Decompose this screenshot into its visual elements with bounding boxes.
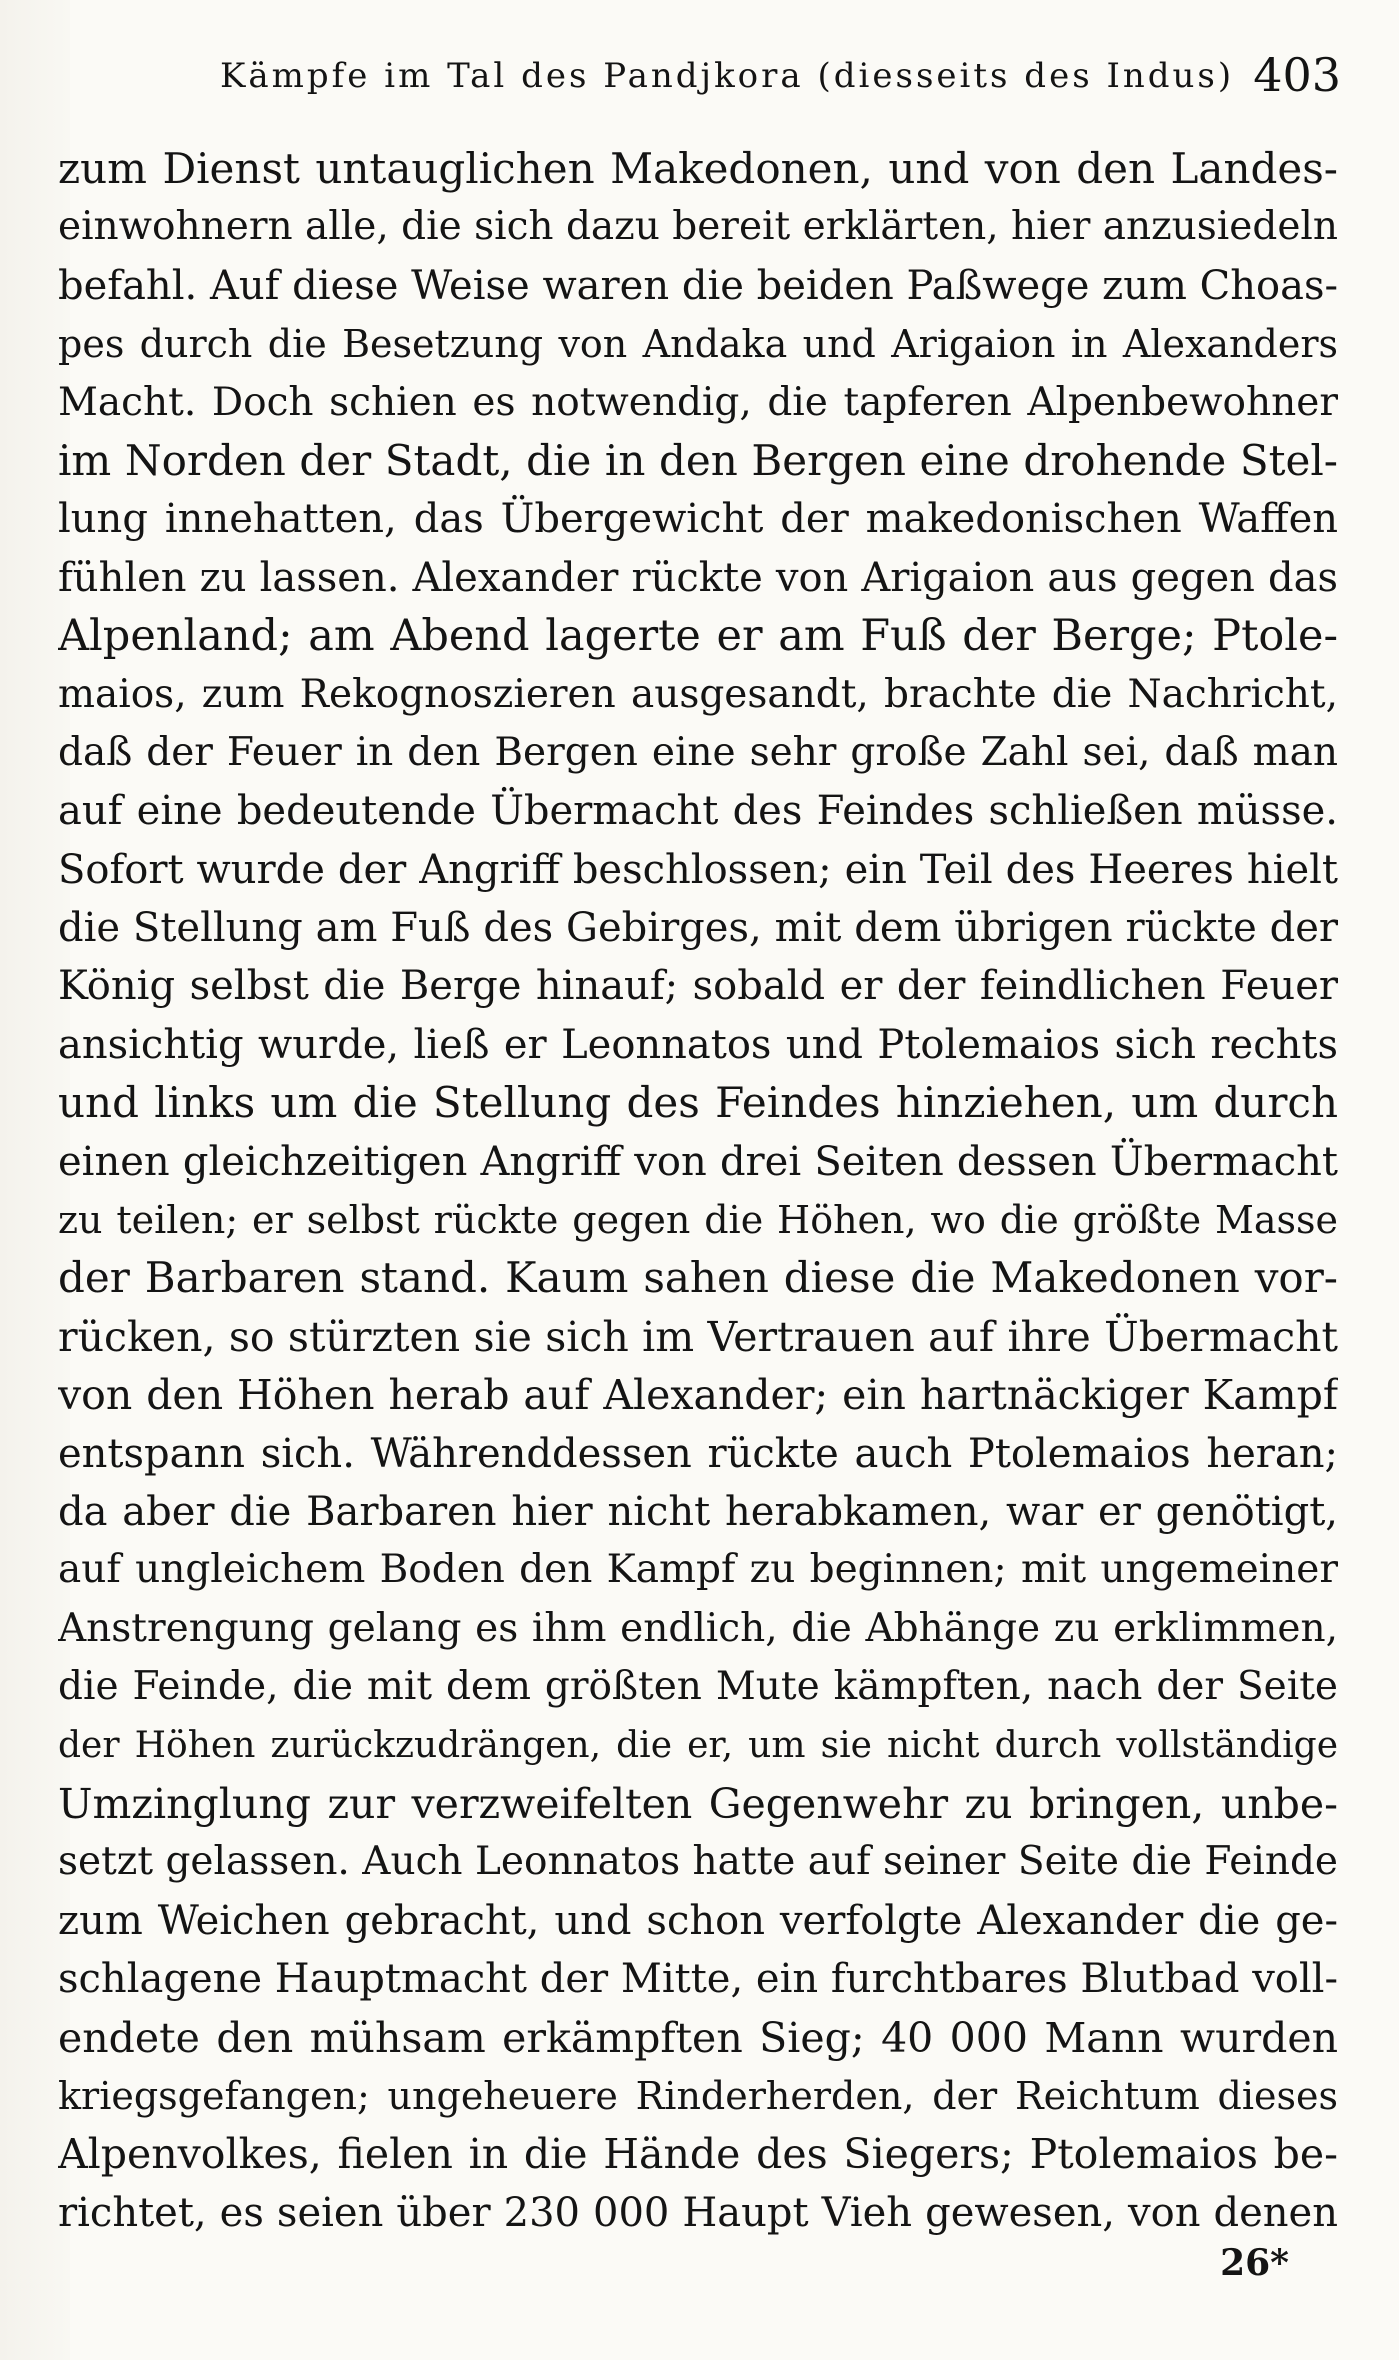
text-line: auf ungleichem Boden den Kampf zu beginnen; mit ungemeiner (58, 1547, 1338, 1593)
text-line: fühlen zu lassen. Alexander rückte von Arigaion aus gegen das (58, 554, 1338, 601)
text-line: ansichtig wurde, ließ er Leonnatos und Ptolemaios sich rechts (58, 1021, 1338, 1068)
text-line: daß der Feuer in den Bergen eine sehr große Zahl sei, daß man (58, 729, 1338, 775)
text-line: König selbst die Berge hinauf; sobald er der feindlichen Feuer (58, 963, 1338, 1010)
text-line: Alpenvolkes, fielen in die Hände des Siegers; Ptolemaios be- (58, 2130, 1338, 2179)
page-number: 403 (1253, 48, 1341, 102)
text-line: zum Weichen gebracht, und schon verfolgte Alexander die ge- (58, 1897, 1338, 1944)
text-line: und links um die Stellung des Feindes hinziehen, um durch (58, 1078, 1338, 1128)
text-line: pes durch die Besetzung von Andaka und Arigaion in Alexanders (58, 322, 1338, 367)
text-line: schlagene Hauptmacht der Mitte, ein furchtbares Blutbad voll- (58, 1956, 1338, 2003)
text-line: der Höhen zurückzudrängen, die er, um sie nicht durch vollständige (58, 1724, 1338, 1766)
text-line: die Feinde, die mit dem größten Mute kämpften, nach der Seite (58, 1664, 1338, 1710)
text-line: zu teilen; er selbst rückte gegen die Höhen, wo die größte Masse (58, 1198, 1338, 1243)
text-line: zum Dienst untauglichen Makedonen, und von den Landes- (58, 144, 1338, 193)
text-line: von den Höhen herab auf Alexander; ein hartnäckiger Kampf (58, 1371, 1338, 1420)
text-line: Umzinglung zur verzweifelten Gegenwehr zu bringen, unbe- (58, 1779, 1338, 1828)
body-text (58, 140, 1338, 2242)
text-line: rücken, so stürzten sie sich im Vertrauen auf ihre Übermacht (58, 1312, 1338, 1361)
text-line: befahl. Auf diese Weise waren die beiden Paßwege zum Choas- (58, 262, 1338, 309)
text-line: endete den mühsam erkämpften Sieg; 40 000 Mann wurden (58, 2013, 1338, 2062)
text-line: im Norden der Stadt, die in den Bergen eine drohende Stel- (58, 435, 1338, 485)
text-line: maios, zum Rekognoszieren ausgesandt, brachte die Nachricht, (58, 671, 1338, 717)
signature-mark: 26* (1220, 2242, 1289, 2284)
text-line: der Barbaren stand. Kaum sahen diese die Makedonen vor- (58, 1253, 1338, 1303)
text-line: einwohnern alle, die sich dazu bereit erklärten, hier anzusiedeln (58, 204, 1338, 250)
text-line: Alpenland; am Abend lagerte er am Fuß der Berge; Ptole- (58, 611, 1338, 662)
text-line: die Stellung am Fuß des Gebirges, mit dem übrigen rückte der (58, 905, 1338, 952)
text-line: einen gleichzeitigen Angriff von drei Seiten dessen Übermacht (58, 1138, 1338, 1185)
text-line: da aber die Barbaren hier nicht herabkamen, war er genötigt, (58, 1488, 1338, 1535)
text-line: Sofort wurde der Angriff beschlossen; ein Teil des Heeres hielt (58, 846, 1338, 893)
text-line: richtet, es seien über 230 000 Haupt Vieh gewesen, von denen (58, 2189, 1338, 2236)
running-header: Kämpfe im Tal des Pandjkora (diesseits des Indus) (220, 56, 1235, 96)
text-line: setzt gelassen. Auch Leonnatos hatte auf seiner Seite die Feinde (58, 1839, 1338, 1885)
text-line: Macht. Doch schien es notwendig, die tapferen Alpenbewohner (58, 379, 1338, 425)
text-line: kriegsgefangen; ungeheuere Rinderherden, der Reichtum dieses (58, 2073, 1338, 2118)
text-line: lung innehatten, das Übergewicht der makedonischen Waffen (58, 496, 1338, 543)
text-line: auf eine bedeutende Übermacht des Feindes schließen müsse. (58, 788, 1338, 835)
text-line: Anstrengung gelang es ihm endlich, die Abhänge zu erklimmen, (58, 1605, 1338, 1651)
text-line: entspann sich. Währenddessen rückte auch Ptolemaios heran; (58, 1430, 1338, 1477)
